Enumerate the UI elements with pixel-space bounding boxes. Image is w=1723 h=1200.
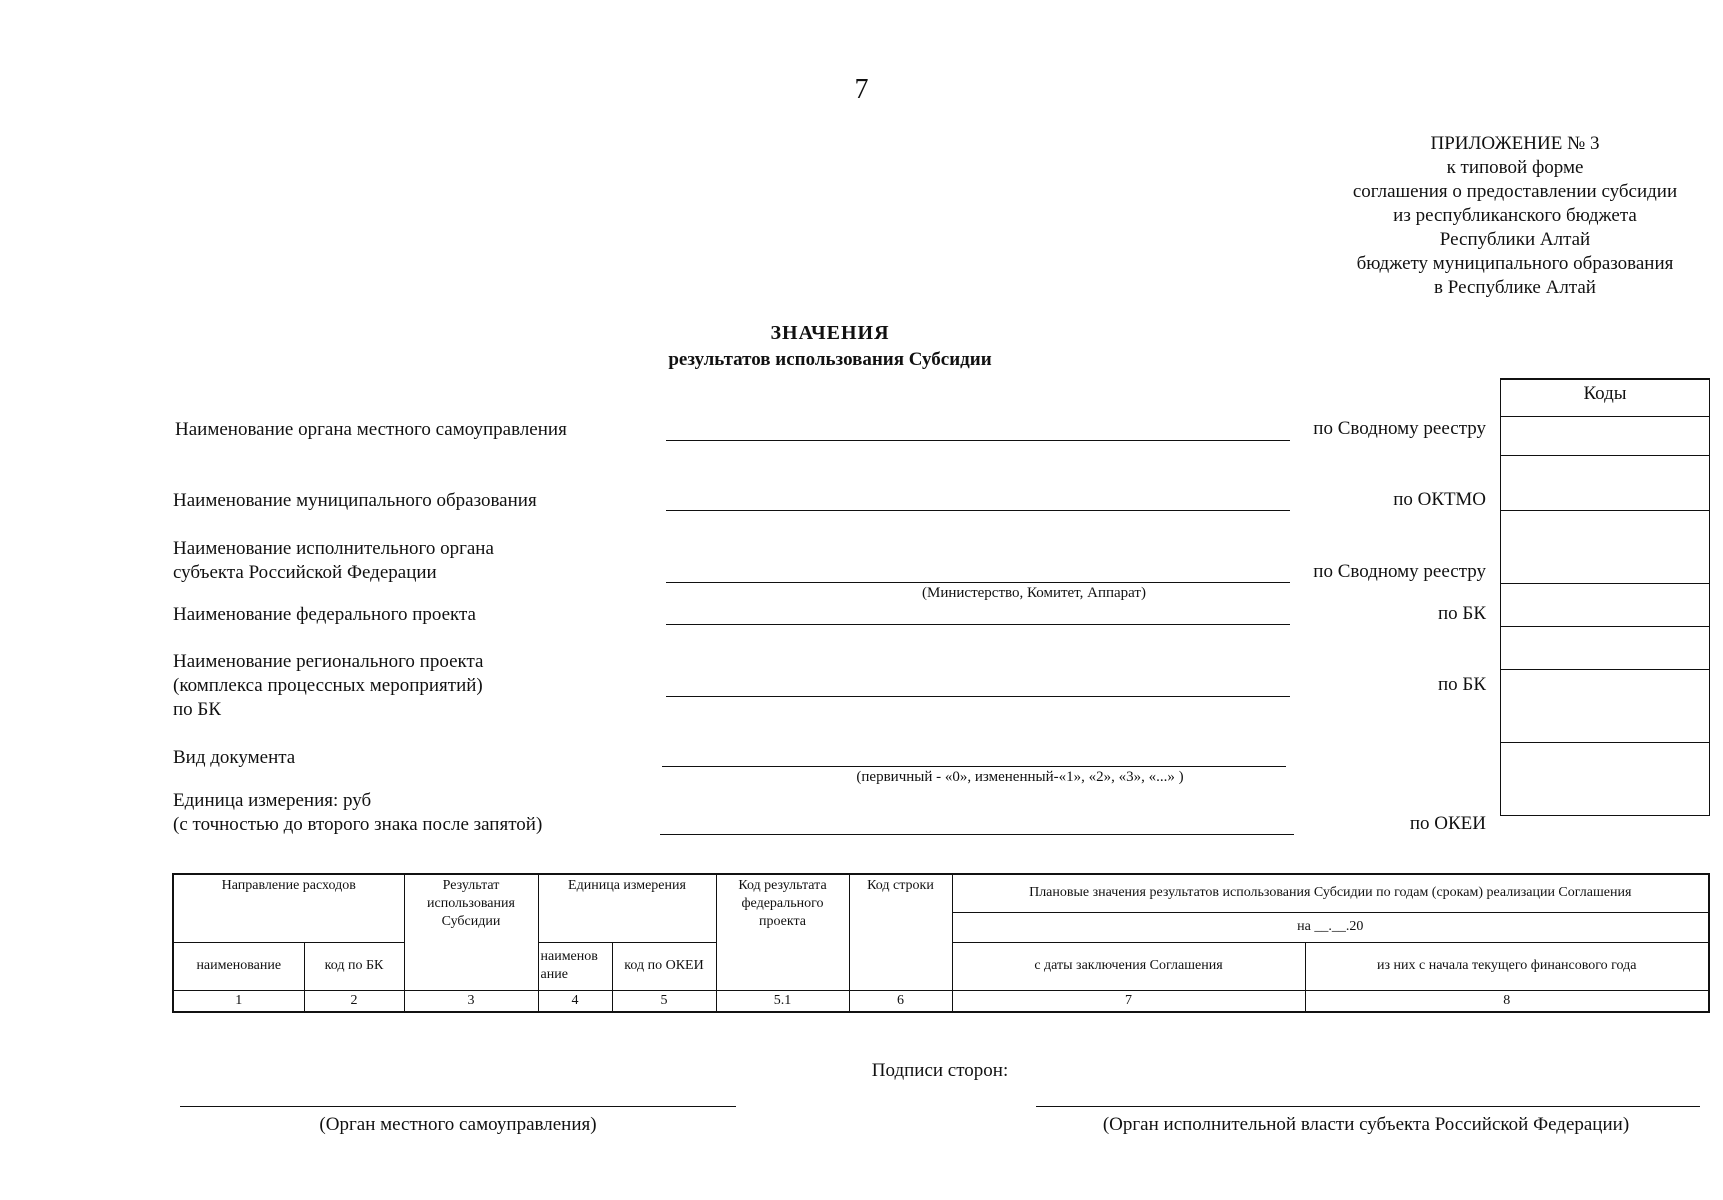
label-local-gov: Наименование органа местного самоуправления (175, 419, 567, 440)
label-regional-1: Наименование регионального проекта (173, 651, 484, 672)
title-line-1: ЗНАЧЕНИЯ (770, 322, 890, 344)
column-number: 3 (404, 990, 538, 1012)
appendix-line: к типовой форме (1446, 157, 1584, 178)
code-cell-oktmo[interactable] (1501, 456, 1709, 511)
column-number: 5.1 (716, 990, 849, 1012)
signature-line-right[interactable] (1036, 1106, 1700, 1107)
subheader-okei: код по ОКЕИ (612, 942, 716, 990)
code-cell-bk-2[interactable] (1501, 670, 1709, 743)
signature-label-right: (Орган исполнительной власти субъекта Российской Федерации) (1102, 1114, 1630, 1135)
column-number: 6 (849, 990, 952, 1012)
code-cell-bk-1[interactable] (1501, 584, 1709, 627)
document-title (0, 322, 1660, 371)
appendix-line: соглашения о предоставлении субсидии (1352, 181, 1678, 202)
column-number: 1 (173, 990, 304, 1012)
column-number: 7 (952, 990, 1305, 1012)
subheader-from-year: из них с начала текущего финансового года (1305, 942, 1709, 990)
codes-box (1500, 378, 1710, 816)
label-federal-project: Наименование федерального проекта (173, 604, 476, 625)
column-number: 2 (304, 990, 404, 1012)
label-okei: по ОКЕИ (1409, 813, 1486, 834)
header-date: на __.__.20 (952, 912, 1709, 942)
label-regional-3: по БК (173, 699, 222, 720)
column-number: 5 (612, 990, 716, 1012)
header-row-code: Код строки (849, 874, 952, 990)
subheader-bk: код по БК (304, 942, 404, 990)
column-number: 4 (538, 990, 612, 1012)
appendix-block (1325, 132, 1705, 300)
signature-label-left: (Орган местного самоуправления) (319, 1114, 597, 1135)
header-fed-code: Код результата федерального проекта (716, 874, 849, 990)
appendix-line: Республики Алтай (1439, 229, 1591, 250)
code-cell-svodny-1[interactable] (1501, 417, 1709, 456)
label-unit-1: Единица измерения: руб (173, 790, 372, 811)
label-municipality: Наименование муниципального образования (173, 490, 537, 511)
label-oktmo: по ОКТМО (1393, 489, 1486, 510)
label-doc-type: Вид документа (173, 747, 296, 768)
label-unit-2: (с точностью до второго знака после запятой) (173, 814, 543, 835)
column-number: 8 (1305, 990, 1709, 1012)
hint-exec-body: (Министерство, Комитет, Аппарат) (922, 585, 1146, 601)
label-exec-body-2: субъекта Российской Федерации (173, 562, 437, 583)
label-regional-2: (комплекса процессных мероприятий) (173, 675, 483, 696)
subheader-name: наименование (173, 942, 304, 990)
subheader-unit-name: наименов ание (538, 942, 612, 990)
appendix-line: в Республике Алтай (1434, 277, 1596, 298)
subheader-from-date: с даты заключения Соглашения (952, 942, 1305, 990)
page-number: 7 (854, 74, 869, 105)
header-plan: Плановые значения результатов использования Субсидии по годам (срокам) реализации Соглашения (952, 874, 1709, 912)
appendix-line: из республиканского бюджета (1393, 205, 1637, 226)
field-line-doc-type[interactable] (662, 766, 1286, 767)
code-cell-bk-extra[interactable] (1501, 627, 1709, 670)
header-direction: Направление расходов (173, 874, 404, 942)
title-line-2: результатов использования Субсидии (668, 349, 992, 370)
signature-line-left[interactable] (180, 1106, 736, 1107)
signatures-title: Подписи сторон: (871, 1060, 1009, 1081)
appendix-line: бюджету муниципального образования (1356, 253, 1674, 274)
label-svodny-1: по Сводному реестру (1313, 418, 1486, 439)
appendix-line: ПРИЛОЖЕНИЕ № 3 (1430, 133, 1600, 154)
field-line-local-gov[interactable] (666, 440, 1290, 441)
codes-header: Коды (1501, 380, 1709, 417)
hint-doc-type: (первичный - «0», измененный-«1», «2», «3», «...» ) (856, 769, 1184, 785)
label-svodny-2: по Сводному реестру (1313, 561, 1486, 582)
header-unit: Единица измерения (538, 874, 716, 942)
code-cell-svodny-2[interactable] (1501, 511, 1709, 584)
results-table (172, 873, 1710, 1013)
label-bk-2: по БК (1437, 674, 1486, 695)
code-cell-okei[interactable] (1501, 743, 1709, 815)
label-bk-1: по БК (1437, 603, 1486, 624)
field-line-regional[interactable] (666, 696, 1290, 697)
header-result: Результат использования Субсидии (404, 874, 538, 990)
label-exec-body-1: Наименование исполнительного органа (173, 538, 494, 559)
